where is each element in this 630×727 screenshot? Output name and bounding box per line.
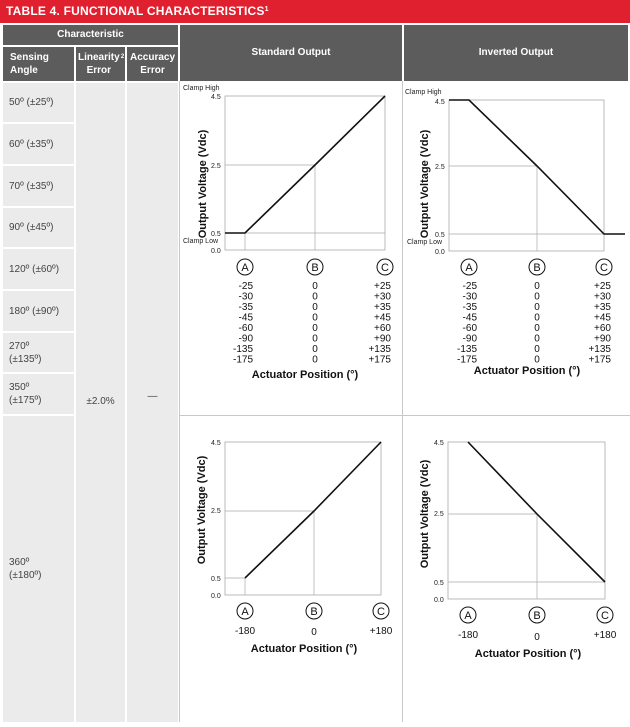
y-tick-0.0: 0.0	[434, 597, 444, 604]
angle-cell	[3, 291, 74, 331]
chart-standard-output	[180, 82, 402, 414]
header-sensing-angle-label: Sensing Angle	[10, 52, 49, 76]
angle-value: 360º	[9, 557, 30, 568]
chart-inverted-360-svg	[403, 416, 628, 722]
position-b-value: 0	[534, 281, 540, 292]
position-b-value: 0	[312, 354, 318, 366]
x-axis-label: Actuator Position (°)	[251, 369, 359, 381]
plot-frame	[449, 100, 604, 251]
position-a-value: -135	[232, 344, 253, 355]
angle-value: 90º (±45º)	[9, 222, 54, 233]
position-c-value: +135	[588, 344, 611, 355]
position-c-value: +25	[374, 281, 391, 292]
chart-inverted-output	[403, 82, 628, 414]
y-tick-0.5: 0.5	[211, 231, 221, 238]
point-a-label: A	[241, 262, 249, 274]
chart-standard-360	[180, 416, 402, 722]
position-b-value: 0	[534, 354, 540, 366]
chart-inverted-360	[403, 416, 628, 722]
position-a-value: -175	[232, 354, 253, 366]
header-accuracy-label: Accuracy Error	[129, 52, 176, 76]
chart-standard-360-svg	[180, 416, 402, 722]
position-a-value: -35	[238, 302, 253, 313]
angle-value: 70º (±35º)	[9, 180, 54, 192]
accuracy-column	[127, 83, 178, 722]
header-characteristic	[3, 25, 178, 45]
position-a-value: -45	[462, 312, 477, 324]
position-b-value: 0	[534, 632, 540, 643]
angle-cell	[3, 374, 74, 414]
point-b-label: B	[533, 262, 541, 274]
linearity-footnote: 2	[120, 54, 125, 60]
y-tick-2.5: 2.5	[211, 163, 221, 170]
angle-range: (±175º)	[9, 395, 42, 406]
position-a-value: -135	[456, 344, 477, 355]
position-a-value: -175	[456, 354, 477, 366]
y-tick-2.5: 2.5	[211, 508, 221, 515]
output-line	[468, 442, 605, 582]
y-tick-0.5: 0.5	[211, 576, 221, 583]
angle-cell	[3, 83, 74, 122]
point-b-label: B	[311, 262, 319, 274]
angle-cell	[3, 166, 74, 206]
point-c-label: C	[600, 262, 608, 274]
y-tick-0.0: 0.0	[211, 593, 221, 600]
angle-value: 270º	[9, 340, 30, 352]
angle-cell	[3, 249, 74, 289]
y-tick-4.5: 4.5	[435, 99, 445, 106]
position-a-value: -180	[234, 626, 256, 637]
position-b-value: 0	[534, 323, 540, 334]
header-sensing-angle	[3, 47, 74, 81]
y-tick-4.5: 4.5	[211, 440, 221, 447]
y-tick-4.5: 4.5	[434, 440, 444, 447]
positions-table	[233, 281, 391, 366]
position-a-value: -35	[462, 302, 477, 313]
position-b-value: 0	[312, 302, 318, 313]
y-axis-label: Output Voltage (Vdc)	[419, 459, 431, 569]
position-a-value: -25	[462, 281, 477, 292]
y-axis-label: Output Voltage (Vdc)	[419, 129, 431, 239]
position-b-value: 0	[534, 312, 540, 324]
linearity-column	[76, 83, 125, 722]
position-b-value: 0	[311, 627, 317, 638]
position-a-value: -45	[238, 312, 253, 324]
x-axis-label: Actuator Position (°)	[474, 648, 582, 660]
position-b-value: 0	[534, 302, 540, 313]
angle-range: (±180º)	[9, 570, 42, 581]
position-c-value: +175	[368, 354, 391, 366]
position-c-value: +180	[593, 630, 617, 641]
angle-cell	[3, 124, 74, 164]
angle-value: 350º	[9, 382, 30, 393]
position-c-value: +180	[369, 626, 393, 637]
position-c-value: +175	[588, 354, 611, 366]
output-line	[225, 96, 385, 233]
clamp-high-label: Clamp High	[183, 85, 220, 92]
y-tick-2.5: 2.5	[434, 511, 444, 518]
y-tick-0.5: 0.5	[435, 232, 445, 239]
header-inverted-output-label: Inverted Output	[478, 47, 554, 58]
position-c-value: +135	[368, 344, 391, 355]
angle-cell	[3, 333, 74, 372]
position-b-value: 0	[312, 333, 318, 345]
position-c-value: +45	[374, 312, 391, 324]
header-linearity-error	[76, 47, 125, 81]
position-c-value: +90	[374, 333, 391, 345]
clamp-high-label: Clamp High	[405, 89, 442, 96]
position-b-value: 0	[312, 323, 318, 334]
linearity-value: ±2.0%	[86, 396, 115, 407]
point-c-label: C	[601, 610, 609, 622]
angle-range: (±135º)	[9, 353, 42, 365]
position-c-value: +90	[594, 333, 611, 345]
position-b-value: 0	[312, 312, 318, 324]
x-axis-label: Actuator Position (°)	[250, 643, 358, 655]
plot-frame	[448, 442, 605, 599]
y-tick-0.5: 0.5	[434, 580, 444, 587]
accuracy-value: —	[147, 391, 158, 402]
point-b-label: B	[533, 610, 541, 622]
output-line	[245, 442, 381, 578]
angle-value: 120º (±60º)	[9, 263, 60, 275]
angle-value: 50º (±25º)	[9, 97, 54, 108]
y-axis-label: Output Voltage (Vdc)	[196, 455, 208, 565]
angle-value: 180º (±90º)	[9, 305, 60, 317]
point-a-label: A	[241, 606, 249, 618]
plot-frame	[225, 442, 381, 595]
clamp-low-label: Clamp Low	[183, 238, 219, 245]
position-b-value: 0	[534, 291, 540, 303]
angle-cell	[3, 208, 74, 247]
x-axis-label: Actuator Position (°)	[473, 365, 581, 377]
position-b-value: 0	[312, 291, 318, 303]
header-linearity-label: Linearity Error	[77, 52, 120, 76]
header-accuracy-error	[127, 47, 178, 81]
position-c-value: +30	[374, 291, 391, 303]
position-a-value: -180	[457, 630, 479, 641]
positions-table	[457, 281, 611, 366]
header-characteristic-label: Characteristic	[57, 29, 124, 40]
y-tick-4.5: 4.5	[211, 94, 221, 101]
angle-value: 60º (±35º)	[9, 138, 54, 150]
y-tick-0.0: 0.0	[435, 249, 445, 256]
position-c-value: +45	[594, 312, 611, 324]
position-b-value: 0	[534, 344, 540, 355]
position-a-value: -30	[462, 291, 477, 303]
chart-standard-svg	[180, 82, 402, 414]
position-b-value: 0	[534, 333, 540, 345]
position-b-value: 0	[312, 344, 318, 355]
point-c-label: C	[377, 606, 385, 618]
position-c-value: +35	[594, 302, 611, 313]
table-title-text: TABLE 4. FUNCTIONAL CHARACTERISTICS	[6, 4, 265, 18]
position-a-value: -30	[238, 291, 253, 303]
position-c-value: +30	[594, 291, 611, 303]
position-c-value: +60	[594, 323, 611, 334]
title-footnote: 1	[264, 6, 269, 13]
header-standard-output	[180, 25, 402, 81]
point-a-label: A	[465, 262, 473, 274]
y-tick-0.0: 0.0	[211, 248, 221, 255]
header-inverted-output	[404, 25, 628, 81]
point-c-label: C	[381, 262, 389, 274]
position-c-value: +25	[594, 281, 611, 292]
position-c-value: +60	[374, 323, 391, 334]
position-c-value: +35	[374, 302, 391, 313]
position-a-value: -60	[462, 323, 477, 334]
header-standard-output-label: Standard Output	[251, 47, 331, 58]
position-a-value: -90	[462, 333, 477, 345]
angle-cell	[3, 416, 74, 722]
position-a-value: -60	[238, 323, 253, 334]
point-b-label: B	[310, 606, 318, 618]
y-tick-2.5: 2.5	[435, 164, 445, 171]
position-a-value: -90	[238, 333, 253, 345]
position-b-value: 0	[312, 281, 318, 292]
point-a-label: A	[464, 610, 472, 622]
y-axis-label: Output Voltage (Vdc)	[197, 129, 209, 239]
clamp-low-label: Clamp Low	[407, 239, 443, 246]
chart-inverted-svg	[403, 82, 628, 414]
position-a-value: -25	[238, 281, 253, 292]
table-title	[0, 0, 630, 23]
